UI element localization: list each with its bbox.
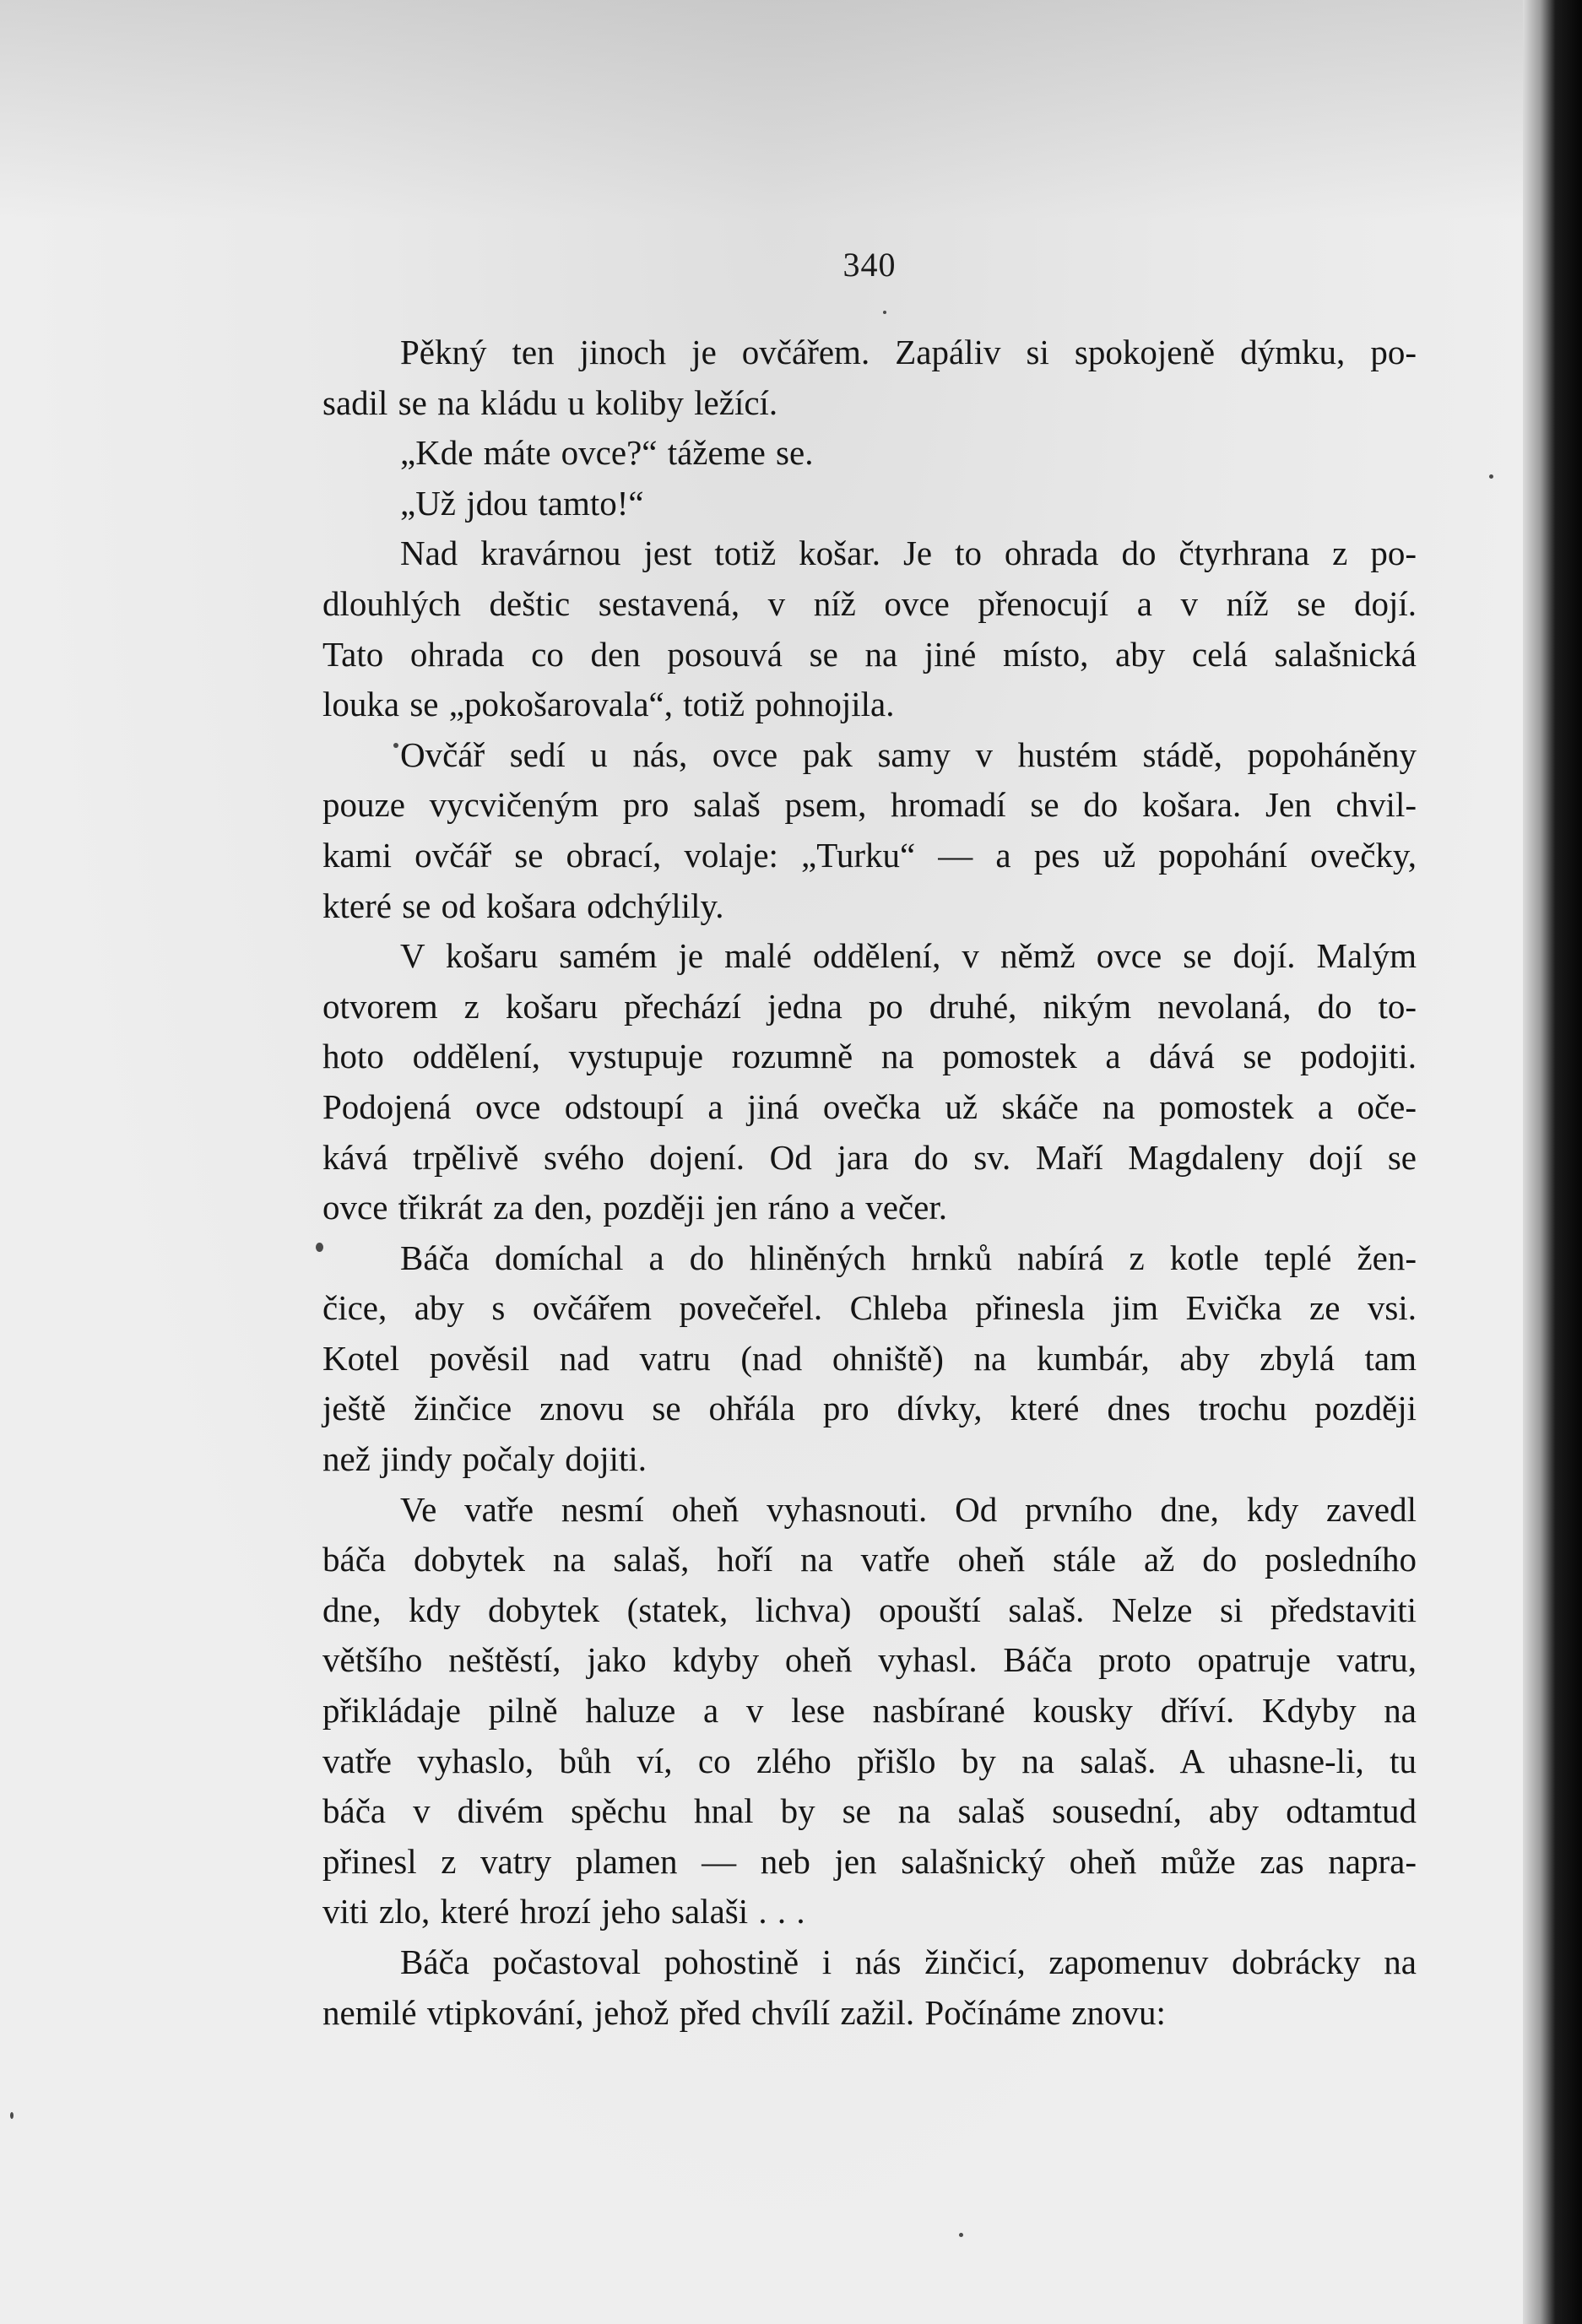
text-line: většího neštěstí, jako kdyby oheň vyhasl. Báča proto opatruje vatru, xyxy=(322,1640,1417,1680)
text-line: Báča domíchal a do hliněných hrnků nabírá z kotle teplé žen- xyxy=(400,1238,1417,1277)
text-line: ovce třikrát za den, později jen ráno a večer. xyxy=(322,1188,947,1227)
scan-speck xyxy=(1489,474,1493,479)
scan-edge xyxy=(1523,0,1582,2324)
text-line: dlouhlých deštic sestavená, v níž ovce přenocují a v níž se dojí. xyxy=(322,583,1417,623)
scan-shading xyxy=(0,0,1550,219)
text-line: Ve vatře nesmí oheň vyhasnouti. Od prvního dne, kdy zavedl xyxy=(400,1489,1417,1529)
scan-speck xyxy=(316,1243,323,1252)
text-line: Báča počastoval pohostině i nás žinčicí, zapomenuv dobrácky na xyxy=(400,1942,1417,1981)
text-line: kami ovčář se obrací, volaje: „Turku“ — a pes už popohání ovečky, xyxy=(322,835,1417,875)
text-line: Tato ohrada co den posouvá se na jiné místo, aby celá salašnická xyxy=(322,634,1417,674)
scan-speck xyxy=(393,743,398,748)
text-line: hoto oddělení, vystupuje rozumně na pomostek a dává se podojiti. xyxy=(322,1037,1417,1076)
text-line: kává trpělivě svého dojení. Od jara do sv. Maří Magdaleny dojí se xyxy=(322,1137,1417,1177)
text-line: Podojená ovce odstoupí a jiná ovečka už skáče na pomostek a oče- xyxy=(322,1086,1417,1126)
scan-speck xyxy=(959,2233,963,2237)
body-text xyxy=(322,328,1417,2038)
text-line: pouze vycvičeným pro salaš psem, hromadí se do košara. Jen chvil- xyxy=(322,785,1417,825)
scan-speck xyxy=(883,311,886,314)
text-line: viti zlo, které hrozí jeho salaši . . . xyxy=(322,1892,805,1931)
scan-speck xyxy=(10,2112,14,2119)
text-line: ještě žinčice znovu se ohřála pro dívky, které dnes trochu později xyxy=(322,1389,1417,1428)
text-line: „Už jdou tamto!“ xyxy=(400,483,644,523)
text-line: sadil se na kládu u koliby ležící. xyxy=(322,382,778,422)
text-line: Ovčář sedí u nás, ovce pak samy v hustém stádě, popoháněny xyxy=(400,734,1417,774)
text-line: přinesl z vatry plamen — neb jen salašnický oheň může zas napra- xyxy=(322,1841,1417,1881)
text-line: dne, kdy dobytek (statek, lichva) opouští salaš. Nelze si představiti xyxy=(322,1590,1417,1629)
text-line: čice, aby s ovčářem povečeřel. Chleba přinesla jim Evička ze vsi. xyxy=(322,1288,1417,1328)
text-line: přikládaje pilně haluze a v lese nasbírané kousky dříví. Kdyby na xyxy=(322,1691,1417,1731)
text-line: otvorem z košaru přechází jedna po druhé, nikým nevolaná, do to- xyxy=(322,986,1417,1026)
text-line: V košaru samém je malé oddělení, v němž ovce se dojí. Malým xyxy=(400,936,1417,976)
text-line: louka se „pokošarovala“, totiž pohnojila. xyxy=(322,685,895,724)
text-line: báča dobytek na salaš, hoří na vatře oheň stále až do posledního xyxy=(322,1540,1417,1579)
text-line: než jindy počaly dojiti. xyxy=(322,1439,647,1479)
text-line: Nad kravárnou jest totiž košar. Je to ohrada do čtyrhrana z po- xyxy=(400,534,1417,573)
text-line: nemilé vtipkování, jehož před chvílí zažil. Počínáme znovu: xyxy=(322,1992,1166,2032)
text-line: které se od košara odchýlily. xyxy=(322,886,724,925)
text-line: „Kde máte ovce?“ tážeme se. xyxy=(400,433,814,473)
text-line: Pěkný ten jinoch je ovčářem. Zapáliv si spokojeně dýmku, po- xyxy=(400,333,1417,371)
page-number: 340 xyxy=(842,246,897,284)
text-line: báča v divém spěchu hnal by se na salaš sousední, aby odtamtud xyxy=(322,1791,1417,1831)
text-line: Kotel pověsil nad vatru (nad ohniště) na kumbár, aby zbylá tam xyxy=(322,1338,1417,1378)
text-line: vatře vyhaslo, bůh ví, co zlého přišlo by na salaš. A uhasne-li, tu xyxy=(322,1741,1417,1780)
